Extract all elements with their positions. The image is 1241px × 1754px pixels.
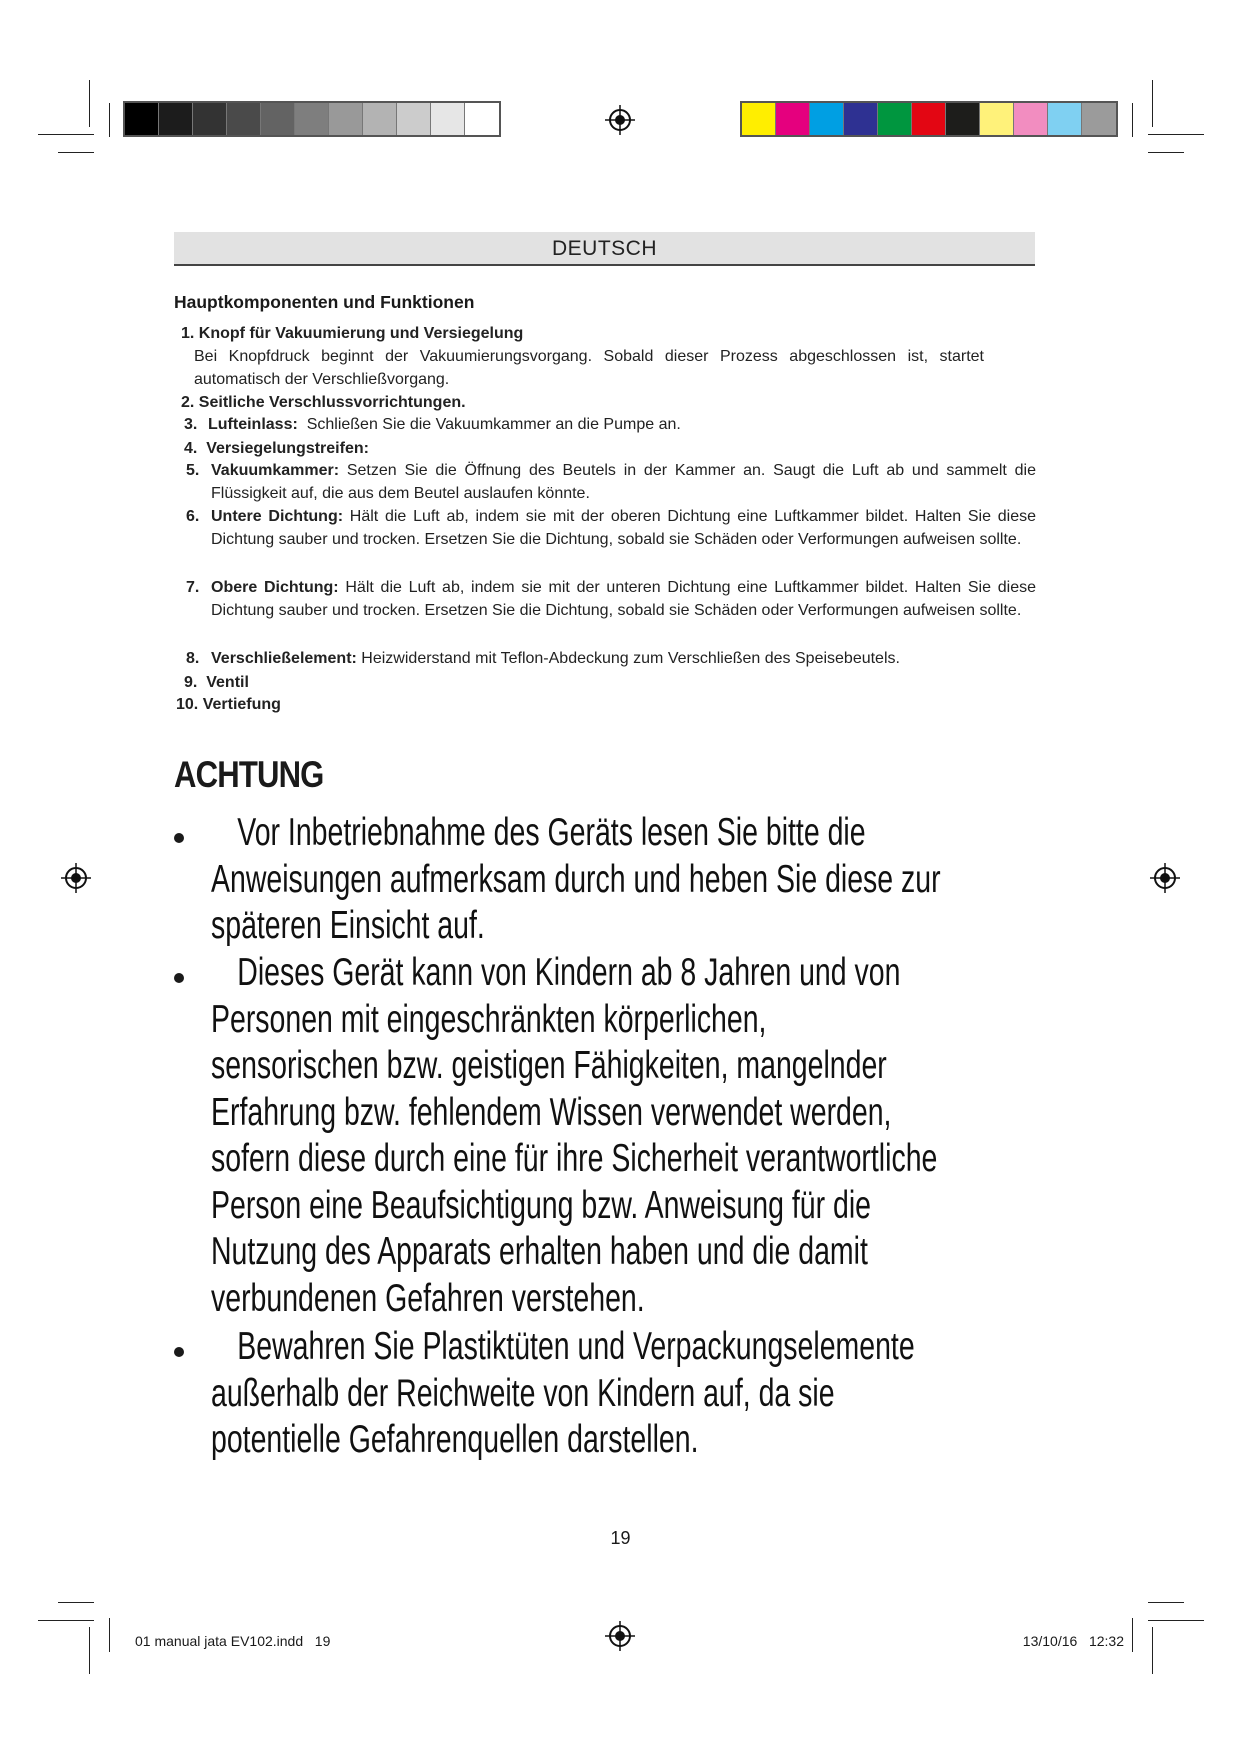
grayscale-calibration-bar bbox=[123, 101, 501, 137]
color-swatch bbox=[1082, 103, 1116, 135]
color-swatch bbox=[912, 103, 946, 135]
warning-text: Bewahren Sie Plastiktüten und Verpackungselemente außerhalb der Reichweite von Kindern auf, da sie potentielle Gefahrenquellen darstellen. bbox=[211, 1325, 915, 1461]
bullet-icon bbox=[174, 973, 184, 983]
color-swatch bbox=[1048, 103, 1082, 135]
gray-swatch bbox=[261, 103, 295, 135]
color-swatch bbox=[810, 103, 844, 135]
warning-bullet-3 bbox=[174, 1324, 1074, 1464]
gray-swatch bbox=[465, 103, 499, 135]
gray-swatch bbox=[363, 103, 397, 135]
component-item-4 bbox=[174, 437, 1036, 460]
print-slug-file: 01 manual jata EV102.indd 19 bbox=[135, 1633, 331, 1649]
component-description: Vakuumkammer: Setzen Sie die Öffnung des Beutels in der Kammer an. Saugt die Luft ab und sammelt die Flüssigkeit auf, die aus dem Beutel auslaufen könnte. bbox=[211, 462, 1036, 502]
component-item-2 bbox=[174, 391, 1036, 414]
component-number: 10. Vertiefung bbox=[176, 696, 281, 713]
gray-swatch bbox=[329, 103, 363, 135]
color-swatch bbox=[1014, 103, 1048, 135]
component-item-7 bbox=[174, 576, 1036, 646]
color-swatch bbox=[980, 103, 1014, 135]
warning-text: Vor Inbetriebnahme des Geräts lesen Sie bitte die Anweisungen aufmerksam durch und heben Sie diese zur späteren Einsicht auf. bbox=[211, 811, 941, 947]
bullet-icon bbox=[174, 1347, 184, 1357]
component-number: 8. bbox=[186, 650, 200, 667]
section-title: Hauptkomponenten und Funktionen bbox=[174, 292, 475, 312]
color-calibration-bar bbox=[740, 101, 1118, 137]
print-slug-date: 13/10/16 12:32 bbox=[1022, 1633, 1124, 1649]
component-description: Obere Dichtung: Hält die Luft ab, indem sie mit der unteren Dichtung eine Luftkammer bildet. Halten Sie diese Dichtung sauber und trocken. Ersetzen Sie die Dichtung, sobald sie Schäden oder Verformungen aufweisen sollte. bbox=[211, 579, 1036, 619]
component-item-1 bbox=[174, 322, 1036, 390]
component-item-5 bbox=[174, 459, 1036, 505]
warning-bullet-2 bbox=[174, 950, 1074, 1324]
gray-swatch bbox=[125, 103, 159, 135]
component-item-10 bbox=[174, 693, 1036, 716]
component-item-3 bbox=[174, 413, 1036, 436]
component-number: 7. bbox=[186, 579, 200, 596]
color-swatch bbox=[878, 103, 912, 135]
component-number: 9. Ventil bbox=[184, 674, 249, 691]
gray-swatch bbox=[431, 103, 465, 135]
component-description: Bei Knopfdruck beginnt der Vakuumierungsvorgang. Sobald dieser Prozess abgeschlossen ist, startet automatisch der Verschließvorgang. bbox=[194, 348, 984, 388]
component-number: 5. bbox=[186, 462, 200, 479]
component-number: 1. Knopf für Vakuumierung und Versiegelung bbox=[181, 325, 524, 342]
color-swatch bbox=[844, 103, 878, 135]
gray-swatch bbox=[295, 103, 329, 135]
registration-mark-right-icon bbox=[1150, 863, 1180, 893]
component-number: 4. Versiegelungstreifen: bbox=[184, 440, 369, 457]
color-swatch bbox=[946, 103, 980, 135]
language-header: DEUTSCH bbox=[174, 232, 1035, 266]
component-item-6 bbox=[174, 505, 1036, 575]
gray-swatch bbox=[193, 103, 227, 135]
component-description: Lufteinlass: Schließen Sie die Vakuumkammer an die Pumpe an. bbox=[208, 416, 681, 433]
component-number: 3. bbox=[184, 416, 198, 433]
gray-swatch bbox=[397, 103, 431, 135]
component-description: Verschließelement: Heizwiderstand mit Teflon-Abdeckung zum Verschließen des Speisebeutels. bbox=[211, 650, 900, 667]
component-item-9 bbox=[174, 671, 1036, 694]
component-number: 6. bbox=[186, 508, 200, 525]
gray-swatch bbox=[227, 103, 261, 135]
registration-mark-top-icon bbox=[605, 105, 635, 135]
registration-mark-left-icon bbox=[61, 863, 91, 893]
warning-bullet-1 bbox=[174, 810, 1074, 950]
component-number: 2. Seitliche Verschlussvorrichtungen. bbox=[181, 394, 466, 411]
color-swatch bbox=[742, 103, 776, 135]
color-swatch bbox=[776, 103, 810, 135]
page-number: 19 bbox=[610, 1528, 631, 1548]
registration-mark-bottom-icon bbox=[605, 1621, 635, 1651]
warning-title: ACHTUNG bbox=[174, 754, 324, 795]
gray-swatch bbox=[159, 103, 193, 135]
component-item-8 bbox=[174, 647, 1036, 670]
warning-text: Dieses Gerät kann von Kindern ab 8 Jahren und von Personen mit eingeschränkten körperlichen, sensorischen bzw. geistigen Fähigkeiten, mangelnder Erfahrung bzw. fehlendem Wissen verwendet werden, sofern diese durch eine für ihre Sicherheit verantwortliche Person eine Beaufsichtigung bzw. Anweisung für die Nutzung des Apparats erhalten haben und die damit verbundenen Gefahren verstehen. bbox=[211, 951, 938, 1320]
bullet-icon bbox=[174, 833, 184, 843]
component-description: Untere Dichtung: Hält die Luft ab, indem sie mit der oberen Dichtung eine Luftkammer bildet. Halten Sie diese Dichtung sauber und trocken. Ersetzen Sie die Dichtung, sobald sie Schäden oder Verformungen aufweisen sollte. bbox=[211, 508, 1036, 548]
